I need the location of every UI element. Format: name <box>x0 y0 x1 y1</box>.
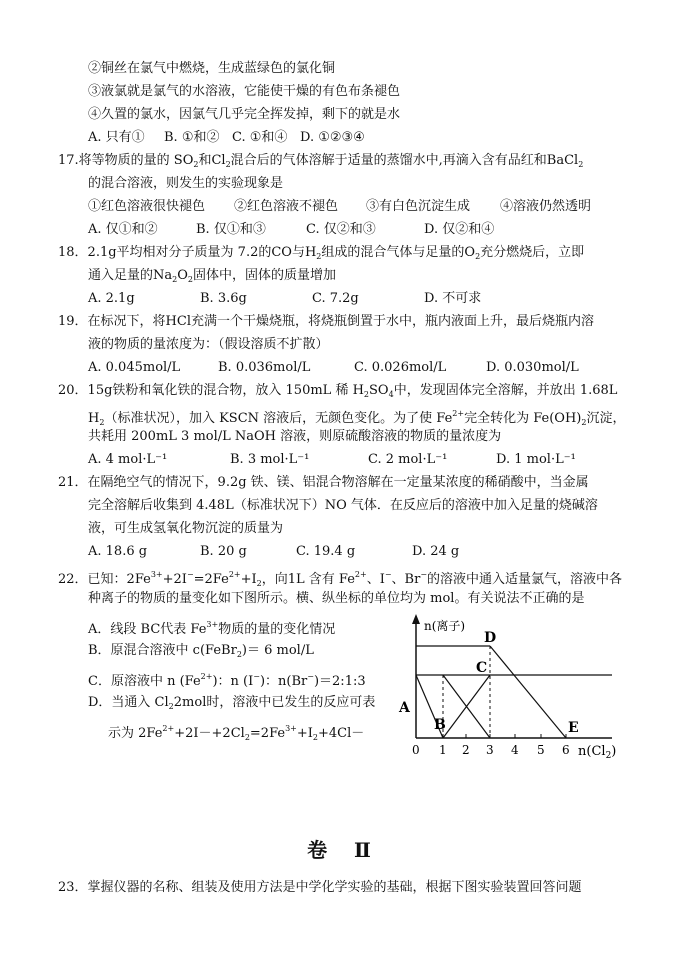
q18-option-d: D. 不可求 <box>424 291 482 306</box>
q20-stem-line1: 20．15g铁粉和氧化铁的混合物，放入 150mL 稀 $H_2SO_4$中，发现固体完全溶解，并放出 1.68L <box>58 383 618 399</box>
q19-option-b: B. 0.036mol/L <box>218 360 311 375</box>
q18-stem-line1: 18．2.1g平均相对分子质量为 7.2的CO与$H_2$组成的混合气体与足量的$O_2$充分燃烧后，立即 <box>58 245 585 261</box>
x-tick-6: 6 <box>562 743 570 757</box>
q21-stem-line3: 液，可生成氢氧化物沉淀的质量为 <box>88 521 284 536</box>
q22-option-d: D．当通入 $Cl_22mol$时，溶液中已发生的反应可表 <box>88 695 376 711</box>
q21-option-a: A. 18.6 g <box>88 544 148 559</box>
x-tick-2: 2 <box>462 743 470 757</box>
q18-option-b: B. 3.6g <box>200 291 247 306</box>
q19-stem-line2: 液的物质的量浓度为：（假设溶质不扩散） <box>88 337 329 352</box>
q22-option-c: C．原溶液中 n $(Fe^{2+})$：n (I−)：n(Br−)＝2:1:3 <box>88 672 366 689</box>
q18-option-c: C. 7.2g <box>312 291 359 306</box>
q17-stem-line2: 的混合溶液，则发生的实验现象是 <box>88 176 284 191</box>
q23-stem-line1: 23．掌握仪器的名称、组装及使用方法是中学化学实验的基础，根据下图实验装置回答问题 <box>58 880 582 895</box>
segment-de <box>490 646 566 738</box>
q16-option-d: D. ①②③④ <box>300 130 365 145</box>
q22-stem-line1: 22．已知：$2Fe^{3+}+2I^-=2Fe^{2+}+I_2$，向1L 含有 $Fe^{2+}$、I−、Br−的溶液中通入适量氯气，溶液中各 <box>58 570 623 588</box>
q19-option-a: A. 0.045mol/L <box>88 360 181 375</box>
q17-item-4: ④溶液仍然透明 <box>500 199 592 214</box>
x-axis-label: $n(Cl_2)$ <box>578 744 617 761</box>
x-tick-5: 5 <box>537 743 545 757</box>
q17-option-b: B. 仅①和③ <box>196 222 266 237</box>
q20-stem-line2: $H_2$（标准状况），加入 KSCN 溶液后，无颜色变化。为了使 $Fe^{2+}$完全转化为 $Fe(OH)_2$沉淀， <box>88 409 626 427</box>
q20-option-d: D. 1 mol·L⁻¹ <box>496 452 576 467</box>
q17-option-c: C. 仅②和③ <box>306 222 376 237</box>
q17-item-1: ①红色溶液很快褪色 <box>88 199 206 214</box>
q21-stem-line2: 完全溶解后收集到 4.48L（标准状况下）NO 气体．在反应后的溶液中加入足量的烧碱溶 <box>88 498 598 513</box>
q17-item-3: ③有白色沉淀生成 <box>366 199 471 214</box>
x-tick-3: 3 <box>486 743 494 757</box>
y-axis-arrow <box>412 614 420 624</box>
q19-option-d: D. 0.030mol/L <box>486 360 579 375</box>
y-axis-label: n(离子) <box>424 619 466 633</box>
q18-option-a: A. 2.1g <box>88 291 135 306</box>
q22-option-d-line2: 示为 $2Fe^{2+}+2I-+2Cl_2=2Fe^{3+}+I_2+4Cl-$ <box>108 724 365 742</box>
point-label-a: A <box>399 700 410 716</box>
q17-item-2: ②红色溶液不褪色 <box>234 199 339 214</box>
point-label-d: D <box>484 630 497 646</box>
x-tick-0: 0 <box>412 743 420 757</box>
q20-option-b: B. 3 mol·L⁻¹ <box>230 452 310 467</box>
q16-option-a: A. 只有① <box>88 130 145 145</box>
q17-option-d: D. 仅②和④ <box>424 222 495 237</box>
q21-stem-line1: 21．在隔绝空气的情况下，9.2g 铁、镁、铝混合物溶解在一定量某浓度的稀硝酸中，当金属 <box>58 475 589 490</box>
q21-option-b: B. 20 g <box>200 544 247 559</box>
point-label-b: B <box>434 717 446 733</box>
x-tick-1: 1 <box>439 743 447 757</box>
q21-option-c: C. 19.4 g <box>296 544 356 559</box>
x-tick-4: 4 <box>511 743 519 757</box>
q17-option-a: A. 仅①和② <box>88 222 158 237</box>
q19-stem-line1: 19．在标况下，将HCl充满一个干燥烧瓶，将烧瓶倒置于水中，瓶内液面上升，最后烧瓶内溶 <box>58 314 594 329</box>
q16-option-b: B. ①和② <box>164 130 220 145</box>
section-title: 卷 Ⅱ <box>307 838 381 862</box>
q22-stem-line2: 种离子的物质的量变化如下图所示。横、纵坐标的单位均为 mol。有关说法不正确的是 <box>88 591 585 606</box>
q17-stem-line1: 17.将等物质的量的 $SO_2$和$Cl_2$混合后的气体溶解于适量的蒸馏水中,再滴入含有品红和BaCl$_2$ <box>58 153 584 169</box>
q22-option-b: B．原混合溶液中 c(FeBr$_2$)＝ 6 mol/L <box>88 643 314 659</box>
q20-stem-line3: 共耗用 200mL 3 mol/L NaOH 溶液，则原硫酸溶液的物质的量浓度为 <box>88 429 502 444</box>
point-label-e: E <box>568 720 579 736</box>
point-label-c: C <box>476 660 488 676</box>
q16-option-c: C. ①和④ <box>232 130 288 145</box>
q16-statement-3: ③液氯就是氯气的水溶液，它能使干燥的有色布条褪色 <box>88 84 401 99</box>
q19-option-c: C. 0.026mol/L <box>354 360 447 375</box>
q18-stem-line2: 通入足量的$Na_2O_2$固体中，固体的质量增加 <box>88 268 337 284</box>
q21-option-d: D. 24 g <box>412 544 460 559</box>
q16-statement-2: ②铜丝在氯气中燃烧，生成蓝绿色的氯化铜 <box>88 61 336 76</box>
q20-option-a: A. 4 mol·L⁻¹ <box>88 452 168 467</box>
q16-statement-4: ④久置的氯水，因氯气几乎完全挥发掉，剩下的就是水 <box>88 107 401 122</box>
q22-option-a: A．线段 BC代表 $Fe^{3+}$物质的量的变化情况 <box>88 620 336 637</box>
q20-option-c: C. 2 mol·L⁻¹ <box>368 452 448 467</box>
ion-amount-graph <box>390 612 660 762</box>
